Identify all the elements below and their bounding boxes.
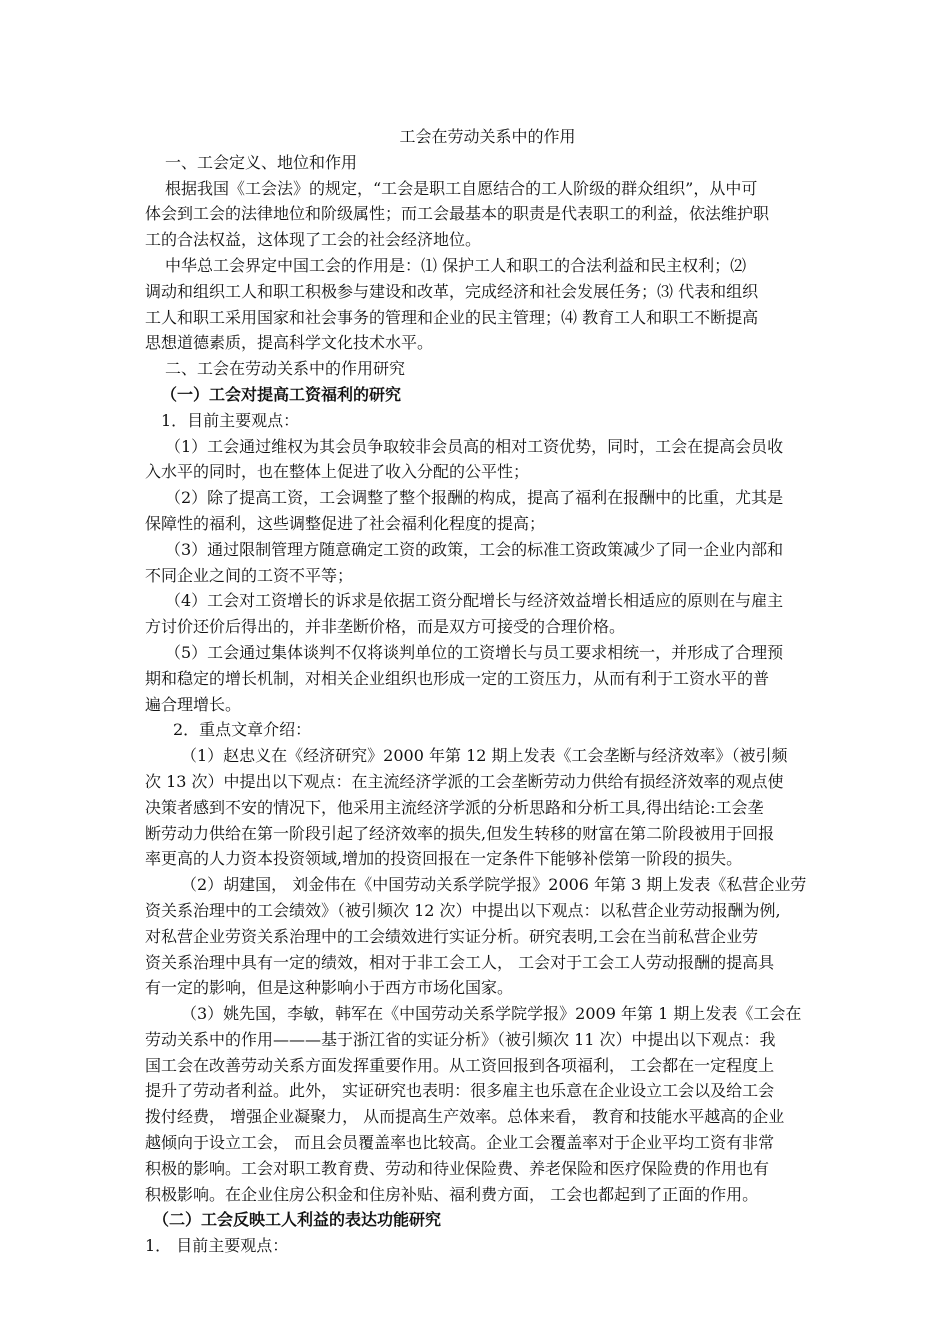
text-line: 保障性的福利，这些调整促进了社会福利化程度的提高； bbox=[145, 513, 546, 533]
text-line: 遍合理增长。 bbox=[145, 694, 242, 714]
text-line: （2）除了提高工资，工会调整了整个报酬的构成，提高了福利在报酬中的比重，尤其是 bbox=[165, 488, 784, 508]
text-line: 国工会在改善劳动关系方面发挥重要作用。从工资回报到各项福利， 工会都在一定程度上 bbox=[145, 1055, 775, 1075]
text-line: 二、工会在劳动关系中的作用研究 bbox=[165, 359, 406, 379]
text-line: 1． 目前主要观点： bbox=[145, 1236, 289, 1256]
text-line: 中华总工会界定中国工会的作用是：⑴ 保护工人和职工的合法利益和民主权利；⑵ bbox=[165, 255, 747, 275]
text-line: 次 13 次）中提出以下观点：在主流经济学派的工会垄断劳动力供给有损经济效率的观点使 bbox=[145, 771, 784, 791]
text-line: 断劳动力供给在第一阶段引起了经济效率的损失,但发生转移的财富在第二阶段被用于回报 bbox=[145, 823, 775, 843]
text-line: 劳动关系中的作用———基于浙江省的实证分析》（被引频次 11 次）中提出以下观点：我 bbox=[145, 1029, 776, 1049]
text-line: 资关系治理中的工会绩效》（被引频次 12 次）中提出以下观点：以私营企业劳动报酬为例, bbox=[145, 900, 781, 920]
text-line: 方讨价还价后得出的，并非垄断价格，而是双方可接受的合理价格。 bbox=[145, 617, 626, 637]
text-line: （3）通过限制管理方随意确定工资的政策，工会的标准工资政策减少了同一企业内部和 bbox=[165, 539, 784, 559]
text-line: （2）胡建国， 刘金伟在《中国劳动关系学院学报》2006 年第 3 期上发表《私营企业劳 bbox=[181, 875, 807, 895]
text-line: 入水平的同时，也在整体上促进了收入分配的公平性； bbox=[145, 462, 530, 482]
text-line: 越倾向于设立工会， 而且会员覆盖率也比较高。企业工会覆盖率对于企业平均工资有非常 bbox=[145, 1133, 775, 1153]
text-line: 工的合法权益，这体现了工会的社会经济地位。 bbox=[145, 230, 482, 250]
text-line: 工人和职工采用国家和社会事务的管理和企业的民主管理；⑷ 教育工人和职工不断提高 bbox=[145, 307, 759, 327]
text-line: 1．目前主要观点： bbox=[161, 410, 300, 430]
text-line: 拨付经费， 增强企业凝聚力， 从而提高生产效率。总体来看， 教育和技能水平越高的企业 bbox=[145, 1107, 785, 1127]
text-line: （5）工会通过集体谈判不仅将谈判单位的工资增长与员工要求相统一，并形成了合理预 bbox=[165, 642, 784, 662]
text-line: 提升了劳动者利益。此外， 实证研究也表明：很多雇主也乐意在企业设立工会以及给工会 bbox=[145, 1081, 775, 1101]
text-line: 积极的影响。工会对职工教育费、劳动和待业保险费、养老保险和医疗保险费的作用也有 bbox=[145, 1158, 770, 1178]
text-line: （1）工会通过维权为其会员争取较非会员高的相对工资优势，同时，工会在提高会员收 bbox=[165, 436, 784, 456]
text-line: 根据我国《工会法》的规定，“工会是职工自愿结合的工人阶级的群众组织”，从中可 bbox=[165, 178, 758, 198]
text-line: （4）工会对工资增长的诉求是依据工资分配增长与经济效益增长相适应的原则在与雇主 bbox=[165, 591, 784, 611]
text-line: 期和稳定的增长机制，对相关企业组织也形成一定的工资压力，从而有利于工资水平的普 bbox=[145, 668, 770, 688]
text-line: 调动和组织工人和职工积极参与建设和改革，完成经济和社会发展任务；⑶ 代表和组织 bbox=[145, 281, 759, 301]
text-line: 资关系治理中具有一定的绩效，相对于非工会工人， 工会对于工会工人劳动报酬的提高具 bbox=[145, 952, 775, 972]
text-line: 思想道德素质，提高科学文化技术水平。 bbox=[145, 333, 434, 353]
text-line: （二）工会反映工人利益的表达功能研究 bbox=[153, 1210, 442, 1230]
text-line: 决策者感到不安的情况下，他采用主流经济学派的分析思路和分析工具,得出结论:工会垄 bbox=[145, 797, 764, 817]
text-line: 率更高的人力资本投资领域,增加的投资回报在一定条件下能够补偿第一阶段的损失。 bbox=[145, 849, 743, 869]
text-line: 对私营企业劳资关系治理中的工会绩效进行实证分析。研究表明,工会在当前私营企业劳 bbox=[145, 926, 759, 946]
document-title: 工会在劳动关系中的作用 bbox=[399, 127, 576, 146]
text-line: （3）姚先国，李敏，韩军在《中国劳动关系学院学报》2009 年第 1 期上发表《工会在 bbox=[181, 1004, 802, 1024]
text-line: 2．重点文章介绍： bbox=[173, 720, 312, 740]
document-body bbox=[145, 124, 810, 1259]
text-line: 不同企业之间的工资不平等； bbox=[145, 565, 354, 585]
text-line: （1）赵忠义在《经济研究》2000 年第 12 期上发表《工会垄断与经济效率》（被引频 bbox=[181, 746, 788, 766]
text-line: 有一定的影响，但是这种影响小于西方市场化国家。 bbox=[145, 978, 514, 998]
text-line: 体会到工会的法律地位和阶级属性；而工会最基本的职责是代表职工的利益，依法维护职 bbox=[145, 204, 770, 224]
text-lines bbox=[145, 150, 810, 1259]
text-line: 一、工会定义、地位和作用 bbox=[165, 152, 358, 172]
text-line: 积极影响。在企业住房公积金和住房补贴、福利费方面， 工会也都起到了正面的作用。 bbox=[145, 1184, 759, 1204]
text-line: （一）工会对提高工资福利的研究 bbox=[161, 384, 402, 404]
